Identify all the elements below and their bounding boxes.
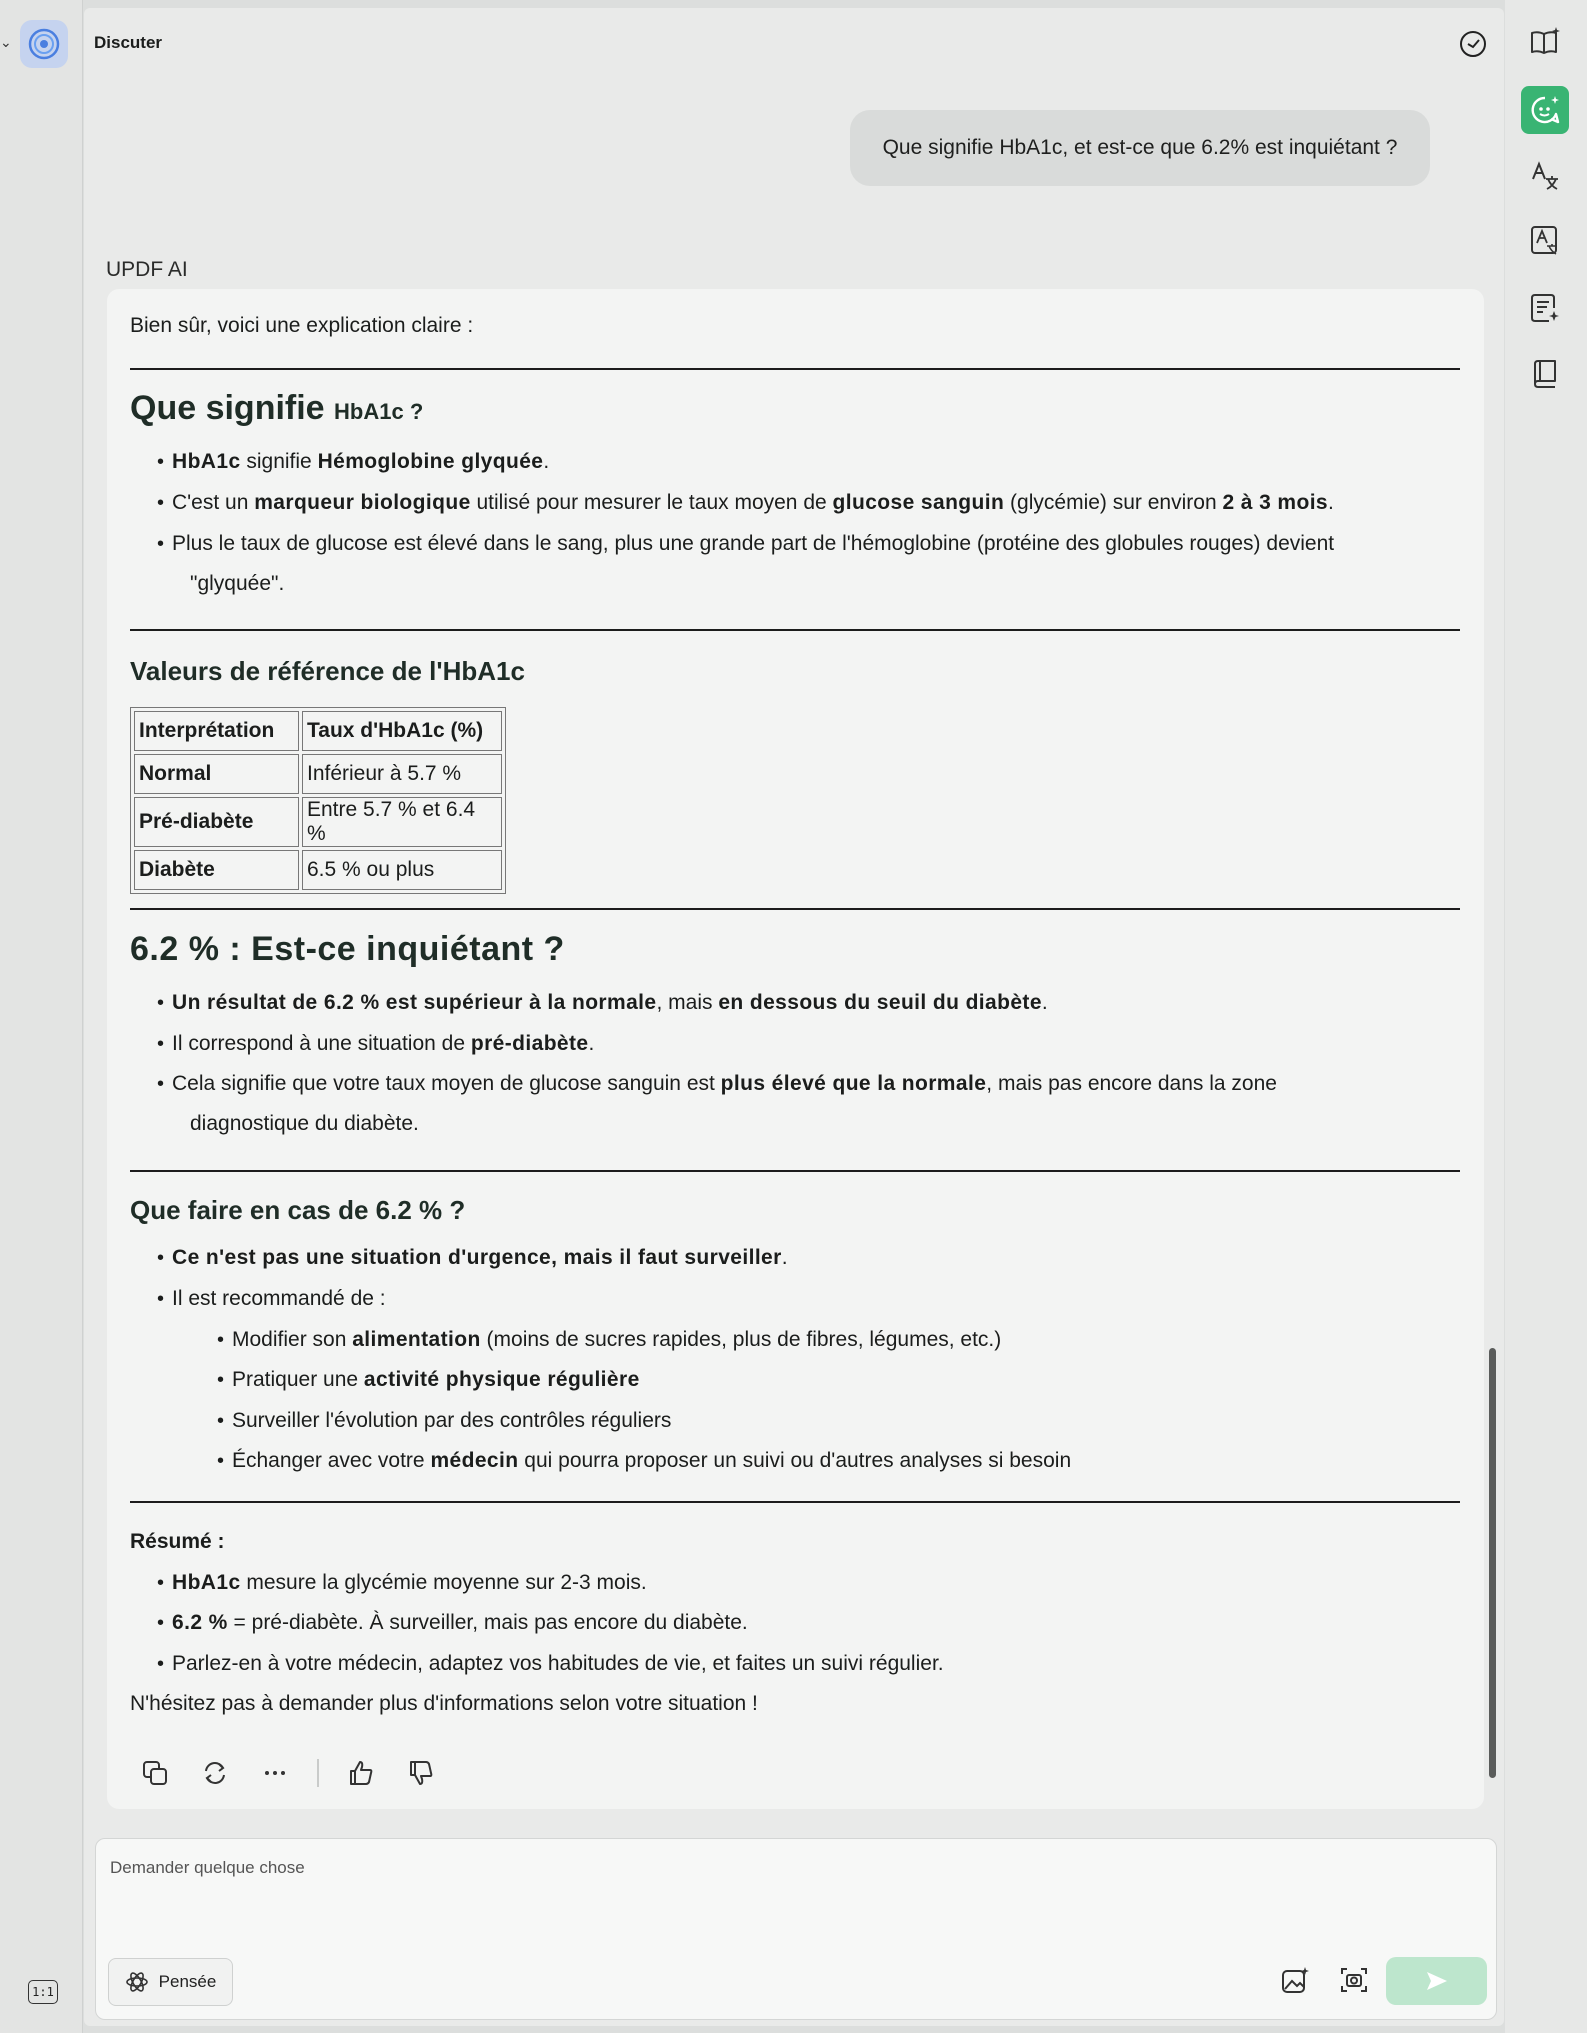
table-cell: Diabète [134,850,299,890]
camera-icon [1338,1964,1370,1996]
book-sparkle-icon [1528,25,1562,59]
table-row [134,797,502,847]
history-button[interactable] [1455,26,1491,62]
summarize-button[interactable] [1521,284,1569,332]
dislike-button[interactable] [403,1755,439,1791]
sub-list-item: • Surveiller l'évolution par des contrôles réguliers [232,1401,671,1441]
list-item: • Il est recommandé de : [172,1279,386,1319]
divider [130,368,1460,370]
divider [130,1501,1460,1503]
reference-table [130,707,506,894]
composer [95,1838,1497,2020]
sub-list-item: • Pratiquer une activité physique régulière [232,1360,640,1400]
copy-icon [140,1758,170,1788]
table-cell: Pré-diabète [134,797,299,847]
chat-mode-button[interactable] [1521,86,1569,134]
table-header-row [134,711,502,751]
section-heading-hba1c: Que signifie HbA1c ? [130,389,424,427]
table-cell: Normal [134,754,299,794]
section-heading-concern: 6.2 % : Est-ce inquiétant ? [130,930,565,968]
list-item: • Plus le taux de glucose est élevé dans le sang, plus une grande part de l'hémoglobine (protéine des globules rouges) devient [172,524,1334,564]
list-item: • Parlez-en à votre médecin, adaptez vos habitudes de vie, et faites un suivi régulier. [172,1644,944,1684]
list-item: • 6.2 % = pré-diabète. À surveiller, mais pas encore du diabète. [172,1603,748,1643]
translate-button[interactable] [1521,152,1569,200]
send-button[interactable] [1386,1957,1487,2005]
regenerate-button[interactable] [197,1755,233,1791]
intro-text: Bien sûr, voici une explication claire : [130,314,474,337]
list-item-continuation: "glyquée". [190,572,285,595]
section-heading-action: Que faire en cas de 6.2 % ? [130,1195,466,1225]
table-cell: Inférieur à 5.7 % [302,754,502,794]
list-item: • HbA1c mesure la glycémie moyenne sur 2-3 mois. [172,1563,647,1603]
scrollbar[interactable] [1489,1348,1496,1778]
ai-logo-icon [27,27,61,61]
divider [130,1170,1460,1172]
image-upload-button[interactable] [1276,1961,1314,1999]
ratio-button[interactable]: 1:1 [28,1980,58,2004]
document-sparkle-icon [1528,291,1562,325]
list-item: • C'est un marqueur biologique utilisé pour mesurer le taux moyen de glucose sanguin (glycémie) sur environ 2 à 3 mois. [172,483,1334,523]
like-button[interactable] [343,1755,379,1791]
user-message-bubble: Que signifie HbA1c, et est-ce que 6.2% est inquiétant ? [850,110,1430,186]
message-actions [137,1755,463,1791]
book-icon [1528,357,1562,391]
list-item: • Un résultat de 6.2 % est supérieur à la normale, mais en dessous du seuil du diabète. [172,983,1048,1023]
knowledge-book-button[interactable] [1521,350,1569,398]
list-item: • HbA1c signifie Hémoglobine glyquée. [172,442,549,482]
page-title: Discuter [94,33,163,52]
table-cell: Entre 5.7 % et 6.4 % [302,797,502,847]
chat-panel [84,8,1504,2026]
think-label: Pensée [158,1972,217,1991]
translate-page-button[interactable] [1521,216,1569,264]
thumbs-up-icon [346,1758,376,1788]
send-icon [1424,1968,1450,1994]
table-header: Taux d'HbA1c (%) [302,711,502,751]
ai-response-card [107,289,1484,1809]
list-item-continuation: diagnostique du diabète. [190,1112,419,1135]
table-cell: 6.5 % ou plus [302,850,502,890]
chat-input[interactable] [108,1857,1212,1879]
translate-icon [1528,159,1562,193]
action-separator [317,1759,319,1787]
image-sparkle-icon [1279,1964,1311,1996]
copy-button[interactable] [137,1755,173,1791]
more-options-button[interactable] [257,1755,293,1791]
left-rail [0,0,83,2033]
clock-icon [1458,29,1488,59]
table-row [134,850,502,890]
book-sparkle-button[interactable] [1521,18,1569,66]
chat-bot-icon [1528,93,1562,127]
more-icon [260,1758,290,1788]
think-toggle-button[interactable] [108,1958,233,2006]
atom-icon [125,1970,149,1994]
divider [130,629,1460,631]
closing-text: N'hésitez pas à demander plus d'informations selon votre situation ! [130,1692,758,1715]
divider [130,908,1460,910]
thumbs-down-icon [406,1758,436,1788]
summary-heading: Résumé : [130,1530,225,1553]
section-heading-reference: Valeurs de référence de l'HbA1c [130,656,525,686]
right-toolbar [1505,0,1587,2033]
ai-sender-label: UPDF AI [106,258,188,281]
refresh-icon [200,1758,230,1788]
list-item: • Cela signifie que votre taux moyen de glucose sanguin est plus élevé que la normale, mais pas encore dans la zone [172,1064,1277,1104]
table-row [134,754,502,794]
table-header: Interprétation [134,711,299,751]
sub-list-item: • Échanger avec votre médecin qui pourra proposer un suivi ou d'autres analyses si besoin [232,1441,1071,1481]
updf-ai-logo[interactable] [20,20,68,68]
list-item: • Il correspond à une situation de pré-diabète. [172,1024,594,1064]
sub-list-item: • Modifier son alimentation (moins de sucres rapides, plus de fibres, légumes, etc.) [232,1320,1001,1360]
screenshot-button[interactable] [1335,1961,1373,1999]
translate-doc-icon [1528,223,1562,257]
list-item: • Ce n'est pas une situation d'urgence, mais il faut surveiller. [172,1238,788,1278]
chevron-down-icon[interactable]: ⌄ [0,34,12,50]
